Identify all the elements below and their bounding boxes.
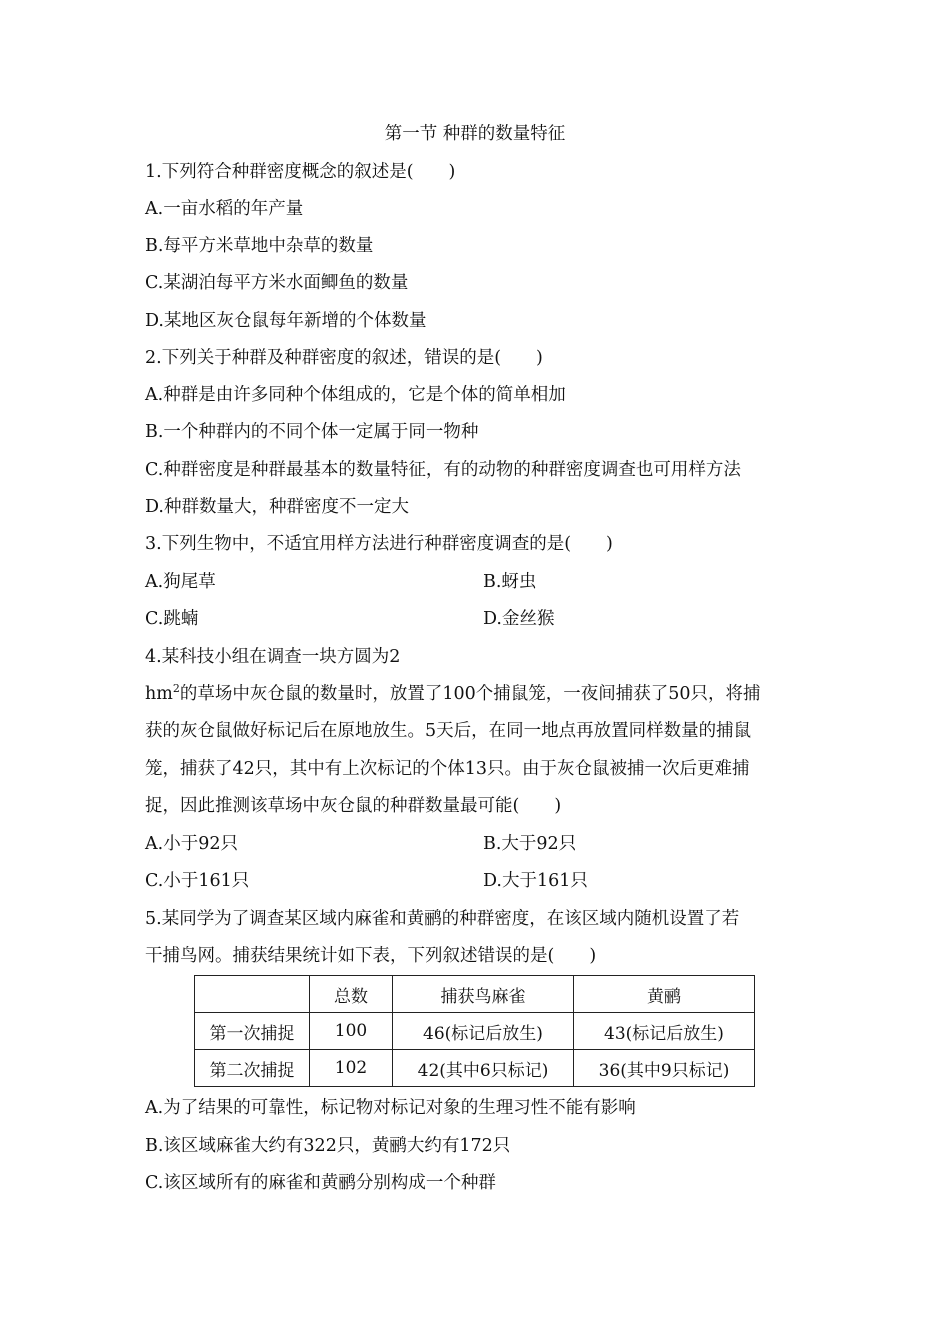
capture-results-table: [194, 975, 755, 1087]
question-1-option-b: B.每平方米草地中杂草的数量: [145, 236, 374, 256]
question-4-stem-line-3: 获的灰仓鼠做好标记后在原地放生。5天后，在同一地点再放置同样数量的捕鼠: [145, 721, 752, 741]
table-header-cell: 黄鹂: [574, 976, 755, 1013]
table-cell: 46(标记后放生): [393, 1013, 574, 1050]
question-3-option-c: C.跳蝻: [145, 609, 199, 629]
question-1-option-a: A.一亩水稻的年产量: [145, 199, 304, 219]
question-1-stem: 1.下列符合种群密度概念的叙述是( ): [145, 162, 456, 182]
question-3-option-d: D.金丝猴: [483, 609, 555, 629]
question-5-option-a: A.为了结果的可靠性，标记物对标记对象的生理习性不能有影响: [145, 1098, 636, 1118]
question-3-option-a: A.狗尾草: [145, 572, 216, 592]
table-row: [195, 1013, 755, 1050]
table-row: [195, 1050, 755, 1087]
question-2-option-c: C.种群密度是种群最基本的数量特征，有的动物的种群密度调查也可用样方法: [145, 460, 741, 480]
table-cell: 100: [310, 1013, 393, 1050]
question-2-option-d: D.种群数量大，种群密度不一定大: [145, 497, 409, 517]
question-4-option-b: B.大于92只: [483, 834, 577, 854]
question-3-option-b: B.蚜虫: [483, 572, 537, 592]
table-cell: 第一次捕捉: [195, 1013, 310, 1050]
question-2-option-a: A.种群是由许多同种个体组成的，它是个体的简单相加: [145, 385, 566, 405]
question-1-option-d: D.某地区灰仓鼠每年新增的个体数量: [145, 311, 427, 331]
table-cell: 42(其中6只标记): [393, 1050, 574, 1087]
table-header-row: [195, 976, 755, 1013]
table-cell: 43(标记后放生): [574, 1013, 755, 1050]
unit-hm: hm: [145, 684, 173, 704]
question-2-option-b: B.一个种群内的不同个体一定属于同一物种: [145, 422, 479, 442]
question-4-stem-line-4: 笼，捕获了42只，其中有上次标记的个体13只。由于灰仓鼠被捕一次后更难捕: [145, 759, 750, 779]
table-cell: 102: [310, 1050, 393, 1087]
question-1-option-c: C.某湖泊每平方米水面鲫鱼的数量: [145, 273, 409, 293]
question-4-stem-line-1: 4.某科技小组在调查一块方圆为2: [145, 647, 401, 667]
question-5-stem-line-2: 干捕鸟网。捕获结果统计如下表，下列叙述错误的是( ): [145, 946, 597, 966]
question-4-option-c: C.小于161只: [145, 871, 250, 891]
table-cell: 第二次捕捉: [195, 1050, 310, 1087]
page-title: 第一节 种群的数量特征: [384, 124, 566, 144]
question-5-stem-line-1: 5.某同学为了调查某区域内麻雀和黄鹂的种群密度，在该区域内随机设置了若: [145, 909, 740, 929]
question-4-option-d: D.大于161只: [483, 871, 588, 891]
table-header-cell: 总数: [310, 976, 393, 1013]
table-cell: 36(其中9只标记): [574, 1050, 755, 1087]
question-3-stem: 3.下列生物中，不适宜用样方法进行种群密度调查的是( ): [145, 534, 613, 554]
unit-exponent: 2: [172, 682, 180, 696]
question-2-stem: 2.下列关于种群及种群密度的叙述，错误的是( ): [145, 348, 543, 368]
table-header-cell: 捕获鸟麻雀: [393, 976, 574, 1013]
question-4-option-a: A.小于92只: [145, 834, 238, 854]
question-4-stem-line-5: 捉，因此推测该草场中灰仓鼠的种群数量最可能( ): [145, 796, 562, 816]
question-5-option-c: C.该区域所有的麻雀和黄鹂分别构成一个种群: [145, 1173, 496, 1193]
question-4-stem-line-2: [145, 682, 761, 706]
question-5-option-b: B.该区域麻雀大约有322只，黄鹂大约有172只: [145, 1136, 511, 1156]
table-header-cell: [195, 976, 310, 1013]
question-4-stem-line-2-text: 的草场中灰仓鼠的数量时，放置了100个捕鼠笼，一夜间捕获了50只，将捕: [179, 684, 761, 704]
